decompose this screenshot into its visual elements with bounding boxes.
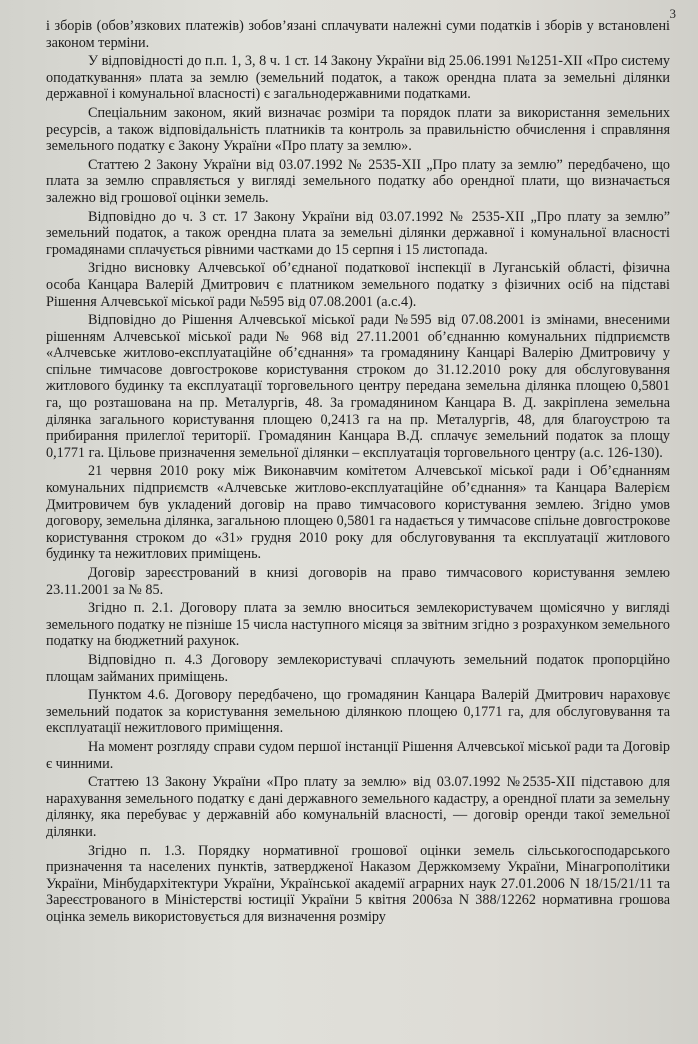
paragraph: Згідно п. 1.3. Порядку нормативної грошової оцінки земель сільськогосподарського призначення та населених пунктів, затвердженої Наказом Держкомзему України, Мінагрополітики України, Мінбудархітектури України, Української академії аграрних наук 27.01.2006 N 18/15/21/11 та Зареєстрованого в Міністерстві юстиції України 5 квітня 2006за N 388/12262 нормативна грошова оцінка земель використовується для визначення розміру [46, 842, 670, 925]
paragraph: Згідно п. 2.1. Договору плата за землю вноситься землекористувачем щомісячно у вигляді земельного податку не пізніше 15 числа наступного місяця за звітним згідно з розрахунком земельного податку на бюджетний рахунок. [46, 600, 670, 650]
page-number: 3 [669, 6, 676, 21]
paragraph: 21 червня 2010 року між Виконавчим комітетом Алчевської міської ради і Об’єднанням комунальних підприємств «Алчевське житлово-експлуатаційне об’єднання» та Канцара Валерієм Дмитровичем був укладений договір на право тимчасового користування землею. Згідно умов договору, земельна ділянка, загальною площею 0,5801 га надається у тимчасове спільне довгострокове користування строком до «31» грудня 2010 року для обслуговування та експлуатації житлового будинку та нежитлових приміщень. [46, 463, 670, 563]
paragraph: і зборів (обов’язкових платежів) зобов’язані сплачувати належні суми податків і зборів у встановлені законом терміни. [46, 18, 670, 51]
paragraph: Відповідно до Рішення Алчевської міської ради №595 від 07.08.2001 із змінами, внесеними рішенням Алчевської міської ради № 968 від 27.11.2001 об’єднанню комунальних підприємств «Алчевське житлово-експлуатаційне об’єднання» та громадянину Канцарі Валерію Дмитровичу у спільне тимчасове довгострокове користування строком до 31.12.2010 року для обслуговування житлового будинку та експлуатації торговельного центру передана земельна ділянка площею 0,5801 га, що розташована на пр. Металургів, 48. За громадянином Канцара В. Д. закріплена земельна ділянка загального користування площею 0,2413 га на пр. Металургів, 48, для благоустрою та прибирання прилеглої території. Громадянин Канцара В.Д. сплачує земельний податок за площу 0,1771 га. Цільове призначення земельної ділянки – експлуатація торговельного центру (а.с. 126-130). [46, 312, 670, 461]
paragraph: У відповідності до п.п. 1, 3, 8 ч. 1 ст. 14 Закону України від 25.06.1991 №1251-ХІІ «Про систему оподаткування» плата за землю (земельний податок, а також орендна плата за земельні ділянки державної і комунальної власності) є загальнодержавними податками. [46, 53, 671, 103]
paragraph: Статтею 2 Закону України від 03.07.1992 № 2535-ХІІ „Про плату за землю” передбачено, що плата за землю справляється у вигляді земельного податку або орендної плати, що визначається залежно від грошової оцінки земель. [46, 156, 670, 206]
paragraph: Пунктом 4.6. Договору передбачено, що громадянин Канцара Валерій Дмитрович нараховує земельний податок за користування земельною ділянкою площею 0,1771 га, для обслуговування та експлуатації нежитлового приміщення. [46, 687, 670, 737]
paragraph: Відповідно п. 4.3 Договору землекористувачі сплачують земельний податок пропорційно площам займаних приміщень. [46, 651, 670, 685]
paragraph: Згідно висновку Алчевської об’єднаної податкової інспекції в Луганській області, фізична особа Канцара Валерій Дмитрович є платником земельного податку з фізичних осіб на підставі Рішення Алчевської міської ради №595 від 07.08.2001 (а.с.4). [46, 260, 670, 310]
paragraph: Договір зареєстрований в книзі договорів на право тимчасового користування землею 23.11.2001 за № 85. [46, 565, 670, 598]
paragraph: На момент розгляду справи судом першої інстанції Рішення Алчевської міської ради та Договір є чинними. [46, 738, 670, 772]
paragraph: Статтею 13 Закону України «Про плату за землю» від 03.07.1992 №2535-ХІІ підставою для нарахування земельного податку є дані державного земельного кадастру, а орендної плати за земельну ділянку, яка перебуває у державній або комунальній власності, — договір оренди такої земельної ділянки. [46, 774, 670, 840]
document-body [46, 18, 670, 927]
paragraph: Спеціальним законом, який визначає розміри та порядок плати за використання земельних ресурсів, а також відповідальність платників та контроль за правильністю обчислення і справляння земельного податку є Закону України «Про плату за землю». [46, 104, 670, 155]
paragraph: Відповідно до ч. 3 ст. 17 Закону України від 03.07.1992 № 2535-ХІІ „Про плату за землю” земельний податок, а також орендна плата за земельні ділянки державної і комунальної власності громадянами сплачується рівними частками до 15 серпня і 15 листопада. [46, 208, 670, 258]
